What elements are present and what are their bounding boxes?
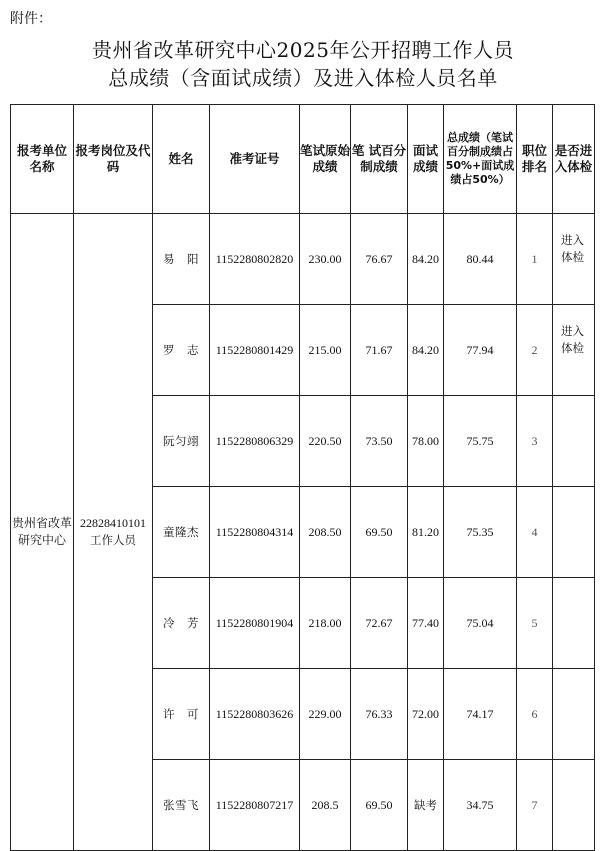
exam-id: 1152280801429 bbox=[210, 305, 300, 396]
table-row bbox=[11, 214, 595, 305]
physical-exam-status: 进入体检 bbox=[553, 305, 595, 396]
exam-id: 1152280801904 bbox=[210, 578, 300, 669]
total-score: 77.94 bbox=[444, 305, 517, 396]
rank: 2 bbox=[517, 305, 553, 396]
table-header-row bbox=[11, 105, 595, 214]
interview-score: 78.00 bbox=[408, 396, 444, 487]
physical-exam-status bbox=[553, 396, 595, 487]
exam-id: 1152280807217 bbox=[210, 760, 300, 851]
written-pct-score: 72.67 bbox=[351, 578, 408, 669]
total-score: 75.04 bbox=[444, 578, 517, 669]
total-score: 75.35 bbox=[444, 487, 517, 578]
physical-exam-status: 进入体检 bbox=[553, 214, 595, 305]
col-header-rank: 职位排名 bbox=[517, 105, 553, 214]
total-score: 80.44 bbox=[444, 214, 517, 305]
physical-exam-status bbox=[553, 669, 595, 760]
col-header-interview: 面试成绩 bbox=[408, 105, 444, 214]
exam-id: 1152280802820 bbox=[210, 214, 300, 305]
post-code: 22828410101 bbox=[80, 516, 146, 530]
written-raw-score: 208.5 bbox=[300, 760, 351, 851]
candidate-name: 易 阳 bbox=[153, 214, 210, 305]
total-score: 74.17 bbox=[444, 669, 517, 760]
written-pct-score: 69.50 bbox=[351, 487, 408, 578]
candidate-name: 童隆杰 bbox=[153, 487, 210, 578]
physical-exam-status bbox=[553, 760, 595, 851]
interview-score: 缺考 bbox=[408, 760, 444, 851]
exam-id: 1152280803626 bbox=[210, 669, 300, 760]
rank: 3 bbox=[517, 396, 553, 487]
candidate-name: 张雪飞 bbox=[153, 760, 210, 851]
candidate-name: 罗 志 bbox=[153, 305, 210, 396]
candidate-name: 冷 芳 bbox=[153, 578, 210, 669]
total-score: 34.75 bbox=[444, 760, 517, 851]
rank: 4 bbox=[517, 487, 553, 578]
written-pct-score: 76.67 bbox=[351, 214, 408, 305]
written-pct-score: 73.50 bbox=[351, 396, 408, 487]
col-header-status: 是否进入体检 bbox=[553, 105, 595, 214]
document-title-line2: 总成绩（含面试成绩）及进入体检人员名单 bbox=[108, 66, 498, 90]
col-header-name: 姓名 bbox=[153, 105, 210, 214]
written-pct-score: 76.33 bbox=[351, 669, 408, 760]
post-name: 工作人员 bbox=[90, 533, 136, 547]
results-table bbox=[10, 104, 595, 851]
candidate-name: 许 可 bbox=[153, 669, 210, 760]
interview-score: 84.20 bbox=[408, 305, 444, 396]
written-pct-score: 71.67 bbox=[351, 305, 408, 396]
interview-score: 81.20 bbox=[408, 487, 444, 578]
unit-name-cell: 贵州省改革研究中心 bbox=[11, 214, 74, 851]
col-header-exam-id: 准考证号 bbox=[210, 105, 300, 214]
document-title-line1: 贵州省改革研究中心2025年公开招聘工作人员 bbox=[92, 38, 514, 62]
attachment-label: 附件： bbox=[10, 11, 52, 27]
written-raw-score: 215.00 bbox=[300, 305, 351, 396]
rank: 7 bbox=[517, 760, 553, 851]
written-raw-score: 230.00 bbox=[300, 214, 351, 305]
written-raw-score: 229.00 bbox=[300, 669, 351, 760]
rank: 6 bbox=[517, 669, 553, 760]
rank: 5 bbox=[517, 578, 553, 669]
exam-id: 1152280806329 bbox=[210, 396, 300, 487]
written-pct-score: 69.50 bbox=[351, 760, 408, 851]
exam-id: 1152280804314 bbox=[210, 487, 300, 578]
col-header-post: 报考岗位及代码 bbox=[74, 105, 153, 214]
physical-exam-status bbox=[553, 578, 595, 669]
interview-score: 77.40 bbox=[408, 578, 444, 669]
post-cell bbox=[74, 214, 153, 851]
interview-score: 72.00 bbox=[408, 669, 444, 760]
total-score: 75.75 bbox=[444, 396, 517, 487]
rank: 1 bbox=[517, 214, 553, 305]
col-header-written-raw: 笔试原始成绩 bbox=[300, 105, 351, 214]
physical-exam-status bbox=[553, 487, 595, 578]
written-raw-score: 218.00 bbox=[300, 578, 351, 669]
col-header-unit: 报考单位名称 bbox=[11, 105, 74, 214]
candidate-name: 阮匀翊 bbox=[153, 396, 210, 487]
written-raw-score: 208.50 bbox=[300, 487, 351, 578]
col-header-written-pct: 笔 试百分制成绩 bbox=[351, 105, 408, 214]
interview-score: 84.20 bbox=[408, 214, 444, 305]
col-header-total: 总成绩（笔试百分制成绩占50%+面试成绩占50%） bbox=[444, 105, 517, 214]
written-raw-score: 220.50 bbox=[300, 396, 351, 487]
